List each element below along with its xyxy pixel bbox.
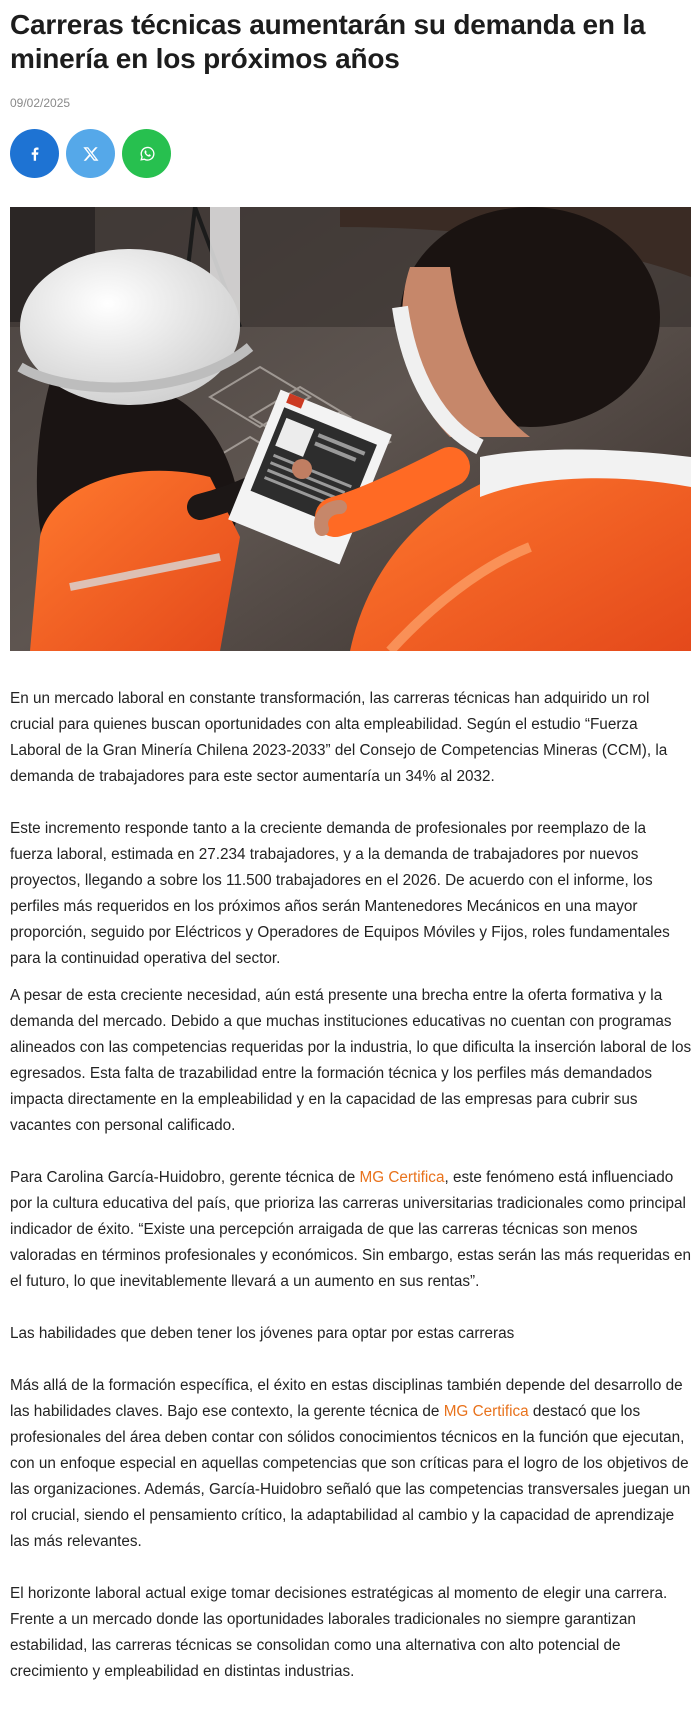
paragraph-5-text-start: Más allá de la formación específica, el éxito en estas disciplinas también depende del desarrollo de las habilidades claves. Bajo ese contexto, la gerente técnica de bbox=[10, 1377, 683, 1420]
share-whatsapp-button[interactable] bbox=[122, 129, 171, 178]
paragraph-4-text-start: Para Carolina García-Huidobro, gerente técnica de bbox=[10, 1169, 360, 1186]
article-body bbox=[10, 686, 692, 1685]
photo-mining-workers bbox=[10, 207, 691, 651]
mg-certifica-link[interactable]: MG Certifica bbox=[359, 1169, 445, 1186]
paragraph-4-text-end: , este fenómeno está influenciado por la cultura educativa del país, que prioriza las carreras universitarias tradicionales como principal indicador de éxito. “Existe una percepción arraigada de que las carreras técnicas son menos valoradas en términos profesionales y económicos. Sin embargo, estas serán las más requeridas en el futuro, lo que inevitablemente llevará a un aumento en sus rentas”. bbox=[10, 1169, 692, 1290]
article-date: 09/02/2025 bbox=[10, 96, 71, 110]
paragraph-1: En un mercado laboral en constante transformación, las carreras técnicas han adquirido un rol crucial para quienes buscan oportunidades con alta empleabilidad. Según el estudio “Fuerza Laboral de la Gran Minería Chilena 2023-2033” del Consejo de Competencias Mineras (CCM), la demanda de trabajadores para este sector aumentaría un 34% al 2032. bbox=[10, 690, 668, 785]
paragraph-6: El horizonte laboral actual exige tomar decisiones estratégicas al momento de elegir una carrera. Frente a un mercado donde las oportunidades laborales tradicionales no siempre garantizan estabilidad, las carreras técnicas se consolidan como una alternativa con alto potencial de crecimiento y empleabilidad en distintas industrias. bbox=[10, 1585, 668, 1680]
paragraph-3: A pesar de esta creciente necesidad, aún está presente una brecha entre la oferta formativa y la demanda del mercado. Debido a que muchas instituciones educativas no cuentan con programas alineados con las competencias requeridas por la industria, lo que dificulta la inserción laboral de los egresados. Esta falta de trazabilidad entre la formación técnica y los perfiles más demandados impacta directamente en la empleabilidad y en la capacidad de las empresas para cubrir sus vacantes con personal calificado. bbox=[10, 987, 692, 1134]
share-x-button[interactable] bbox=[66, 129, 115, 178]
share-facebook-button[interactable] bbox=[10, 129, 59, 178]
whatsapp-icon bbox=[138, 145, 156, 163]
paragraph-2: Este incremento responde tanto a la creciente demanda de profesionales por reemplazo de la fuerza laboral, estimada en 27.234 trabajadores, y a la demanda de trabajadores por nuevos proyectos, llegando a sobre los 11.500 trabajadores en el 2026. De acuerdo con el informe, los perfiles más requeridos en los próximos años serán Mantenedores Mecánicos en una mayor proporción, seguido por Eléctricos y Operadores de Equipos Móviles y Fijos, roles fundamentales para la continuidad operativa del sector. bbox=[10, 820, 670, 967]
paragraph-5 bbox=[10, 1373, 692, 1555]
mg-certifica-link-2[interactable]: MG Certifica bbox=[443, 1403, 529, 1420]
x-icon bbox=[82, 145, 100, 163]
facebook-icon bbox=[26, 145, 44, 163]
paragraph-5-text-end: destacó que los profesionales del área deben contar con sólidos conocimientos técnicos en la función que ejecutan, con un enfoque especial en aquellas competencias que son críticas para el logro de los objetivos de las organizaciones. Además, García-Huidobro señaló que las competencias transversales juegan un rol crucial, siendo el pensamiento crítico, la adaptabilidad al cambio y la capacidad de aprendizaje las más relevantes. bbox=[10, 1403, 691, 1550]
paragraph-4 bbox=[10, 1165, 692, 1295]
share-buttons bbox=[10, 129, 171, 178]
article-title: Carreras técnicas aumentarán su demanda en la minería en los próximos años bbox=[10, 9, 646, 74]
hero-photo bbox=[10, 207, 691, 651]
section-subheading: Las habilidades que deben tener los jóvenes para optar por estas carreras bbox=[10, 1325, 515, 1342]
